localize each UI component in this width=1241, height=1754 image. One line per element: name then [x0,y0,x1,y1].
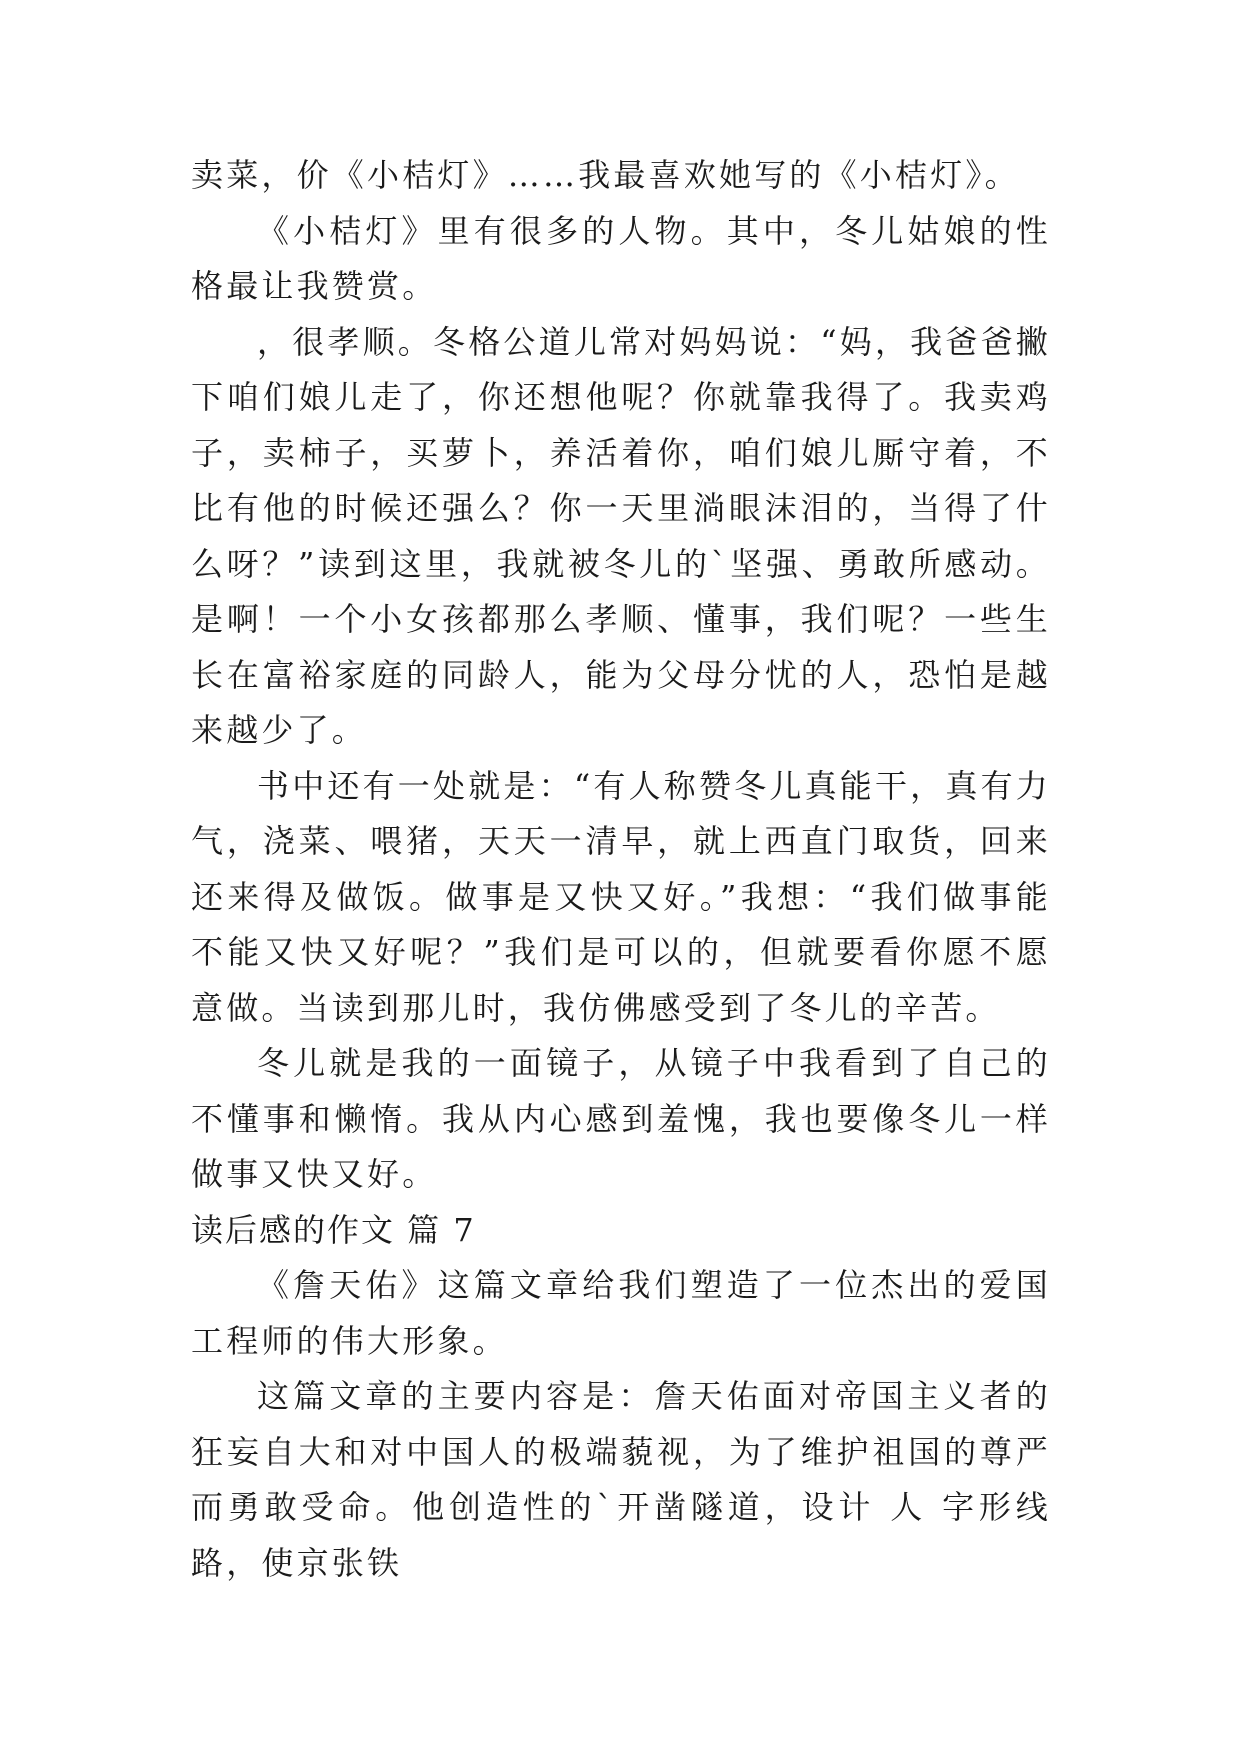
paragraph-4: 书中还有一处就是：“有人称赞冬儿真能干，真有力气，浇菜、喂猪，天天一清早，就上西直门取货，回来还来得及做饭。做事是又快又好。”我想：“我们做事能不能又快又好呢？”我们是可以的，但就要看你愿不愿意做。当读到那儿时，我仿佛感受到了冬儿的辛苦。 [191,766,1051,1027]
document-body [191,148,1051,1591]
section-paragraph-2: 这篇文章的主要内容是：詹天佑面对帝国主义者的狂妄自大和对中国人的极端藐视，为了维护祖国的尊严而勇敢受命。他创造性的`开凿隧道，设计 人 字形线路，使京张铁 [191,1377,1051,1582]
paragraph-5: 冬儿就是我的一面镜子，从镜子中我看到了自己的不懂事和懒惰。我从内心感到羞愧，我也要像冬儿一样做事又快又好。 [191,1044,1051,1193]
paragraph-2: 《小桔灯》里有很多的人物。其中，冬儿姑娘的性格最让我赞赏。 [191,211,1051,305]
section-paragraph-1: 《詹天佑》这篇文章给我们塑造了一位杰出的爱国工程师的伟大形象。 [191,1266,1051,1360]
paragraph-1: 卖菜，价《小桔灯》……我最喜欢她写的《小桔灯》。 [191,156,1020,194]
section-heading: 读后感的作文 篇 7 [191,1210,476,1249]
paragraph-3: ，很孝顺。冬格公道儿常对妈妈说：“妈，我爸爸撇下咱们娘儿走了，你还想他呢？你就靠我得了。我卖鸡子，卖柿子，买萝卜，养活着你，咱们娘儿厮守着，不比有他的时候还强么？你一天里淌眼沫泪的，当得了什么呀？”读到这里，我就被冬儿的`坚强、勇敢所感动。是啊！一个小女孩都那么孝顺、懂事，我们呢？一些生长在富裕家庭的同龄人，能为父母分忧的人，恐怕是越来越少了。 [191,322,1051,749]
